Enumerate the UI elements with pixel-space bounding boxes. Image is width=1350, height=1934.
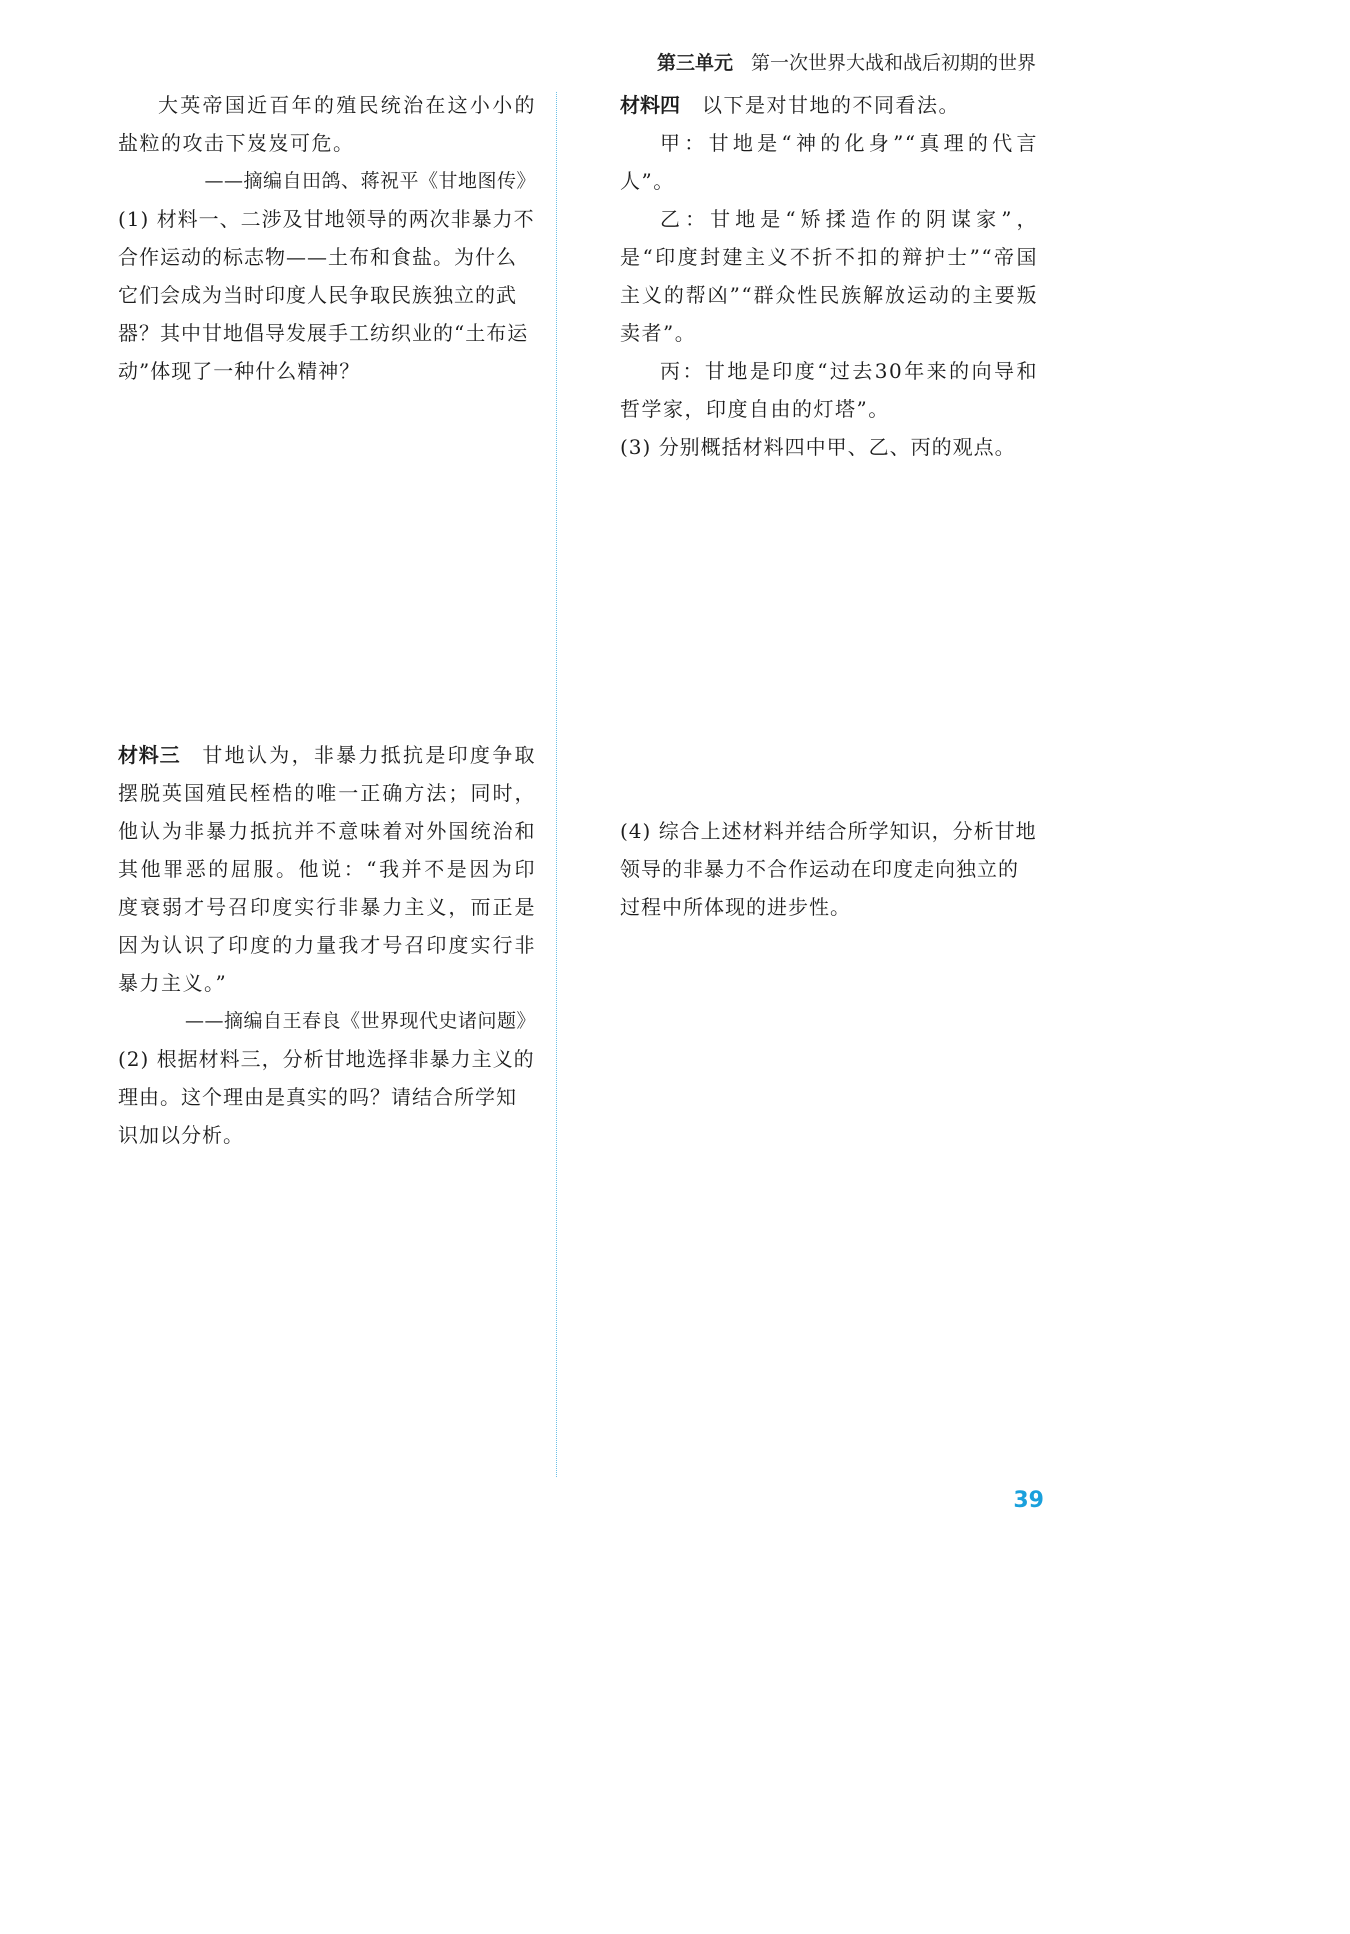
question-1: (1) 材料一、二涉及甘地领导的两次非暴力不合作运动的标志物——土布和食盐。为什么它们会成为当时印度人民争取民族独立的武器？其中甘地倡导发展手工纺织业的“土布运动”体现了一种什么精神？ [118,207,535,383]
page-number: 39 [1013,1488,1044,1513]
material2-source: ——摘编自田鸽、蒋祝平《甘地图传》 [204,170,536,192]
material4-intro: 以下是对甘地的不同看法。 [702,93,960,117]
question-4: (4) 综合上述材料并结合所学知识，分析甘地领导的非暴力不合作运动在印度走向独立的过程中所体现的进步性。 [620,819,1037,919]
question-2: (2) 根据材料三，分析甘地选择非暴力主义的理由。这个理由是真实的吗？请结合所学知识加以分析。 [118,1047,535,1147]
unit-title: 第一次世界大战和战后初期的世界 [750,52,1036,74]
view-a: 甲：甘地是“神的化身”“真理的代言人”。 [620,131,1038,193]
question4-block [620,812,1038,926]
material2-quote-end: 大英帝国近百年的殖民统治在这小小的盐粒的攻击下岌岌可危。 [118,93,536,155]
material3-label: 材料三 [118,743,181,767]
material3-block [118,736,536,1154]
question-3: (3) 分别概括材料四中甲、乙、丙的观点。 [620,435,1016,459]
material4-block [620,86,1038,466]
material3-body: 甘地认为，非暴力抵抗是印度争取摆脱英国殖民桎梏的唯一正确方法；同时，他认为非暴力抵抗并不意味着对外国统治和其他罪恶的屈服。他说：“我并不是因为印度衰弱才号召印度实行非暴力主义，而正是因为认识了印度的力量我才号召印度实行非暴力主义。” [118,743,537,995]
page-header [657,48,1036,75]
column-divider [556,92,557,1477]
material4-label: 材料四 [620,93,680,117]
material3-source: ——摘编自王春良《世界现代史诸问题》 [184,1010,536,1032]
material4-intro-line [620,86,1038,124]
left-top-block [118,86,536,390]
unit-label: 第三单元 [656,52,733,74]
view-b: 乙：甘地是“矫揉造作的阴谋家”，是“印度封建主义不折不扣的辩护士”“帝国主义的帮凶”“群众性民族解放运动的主要叛卖者”。 [620,207,1038,345]
view-c: 丙：甘地是印度“过去30年来的向导和哲学家，印度自由的灯塔”。 [620,359,1038,421]
material3-text [118,736,536,1002]
